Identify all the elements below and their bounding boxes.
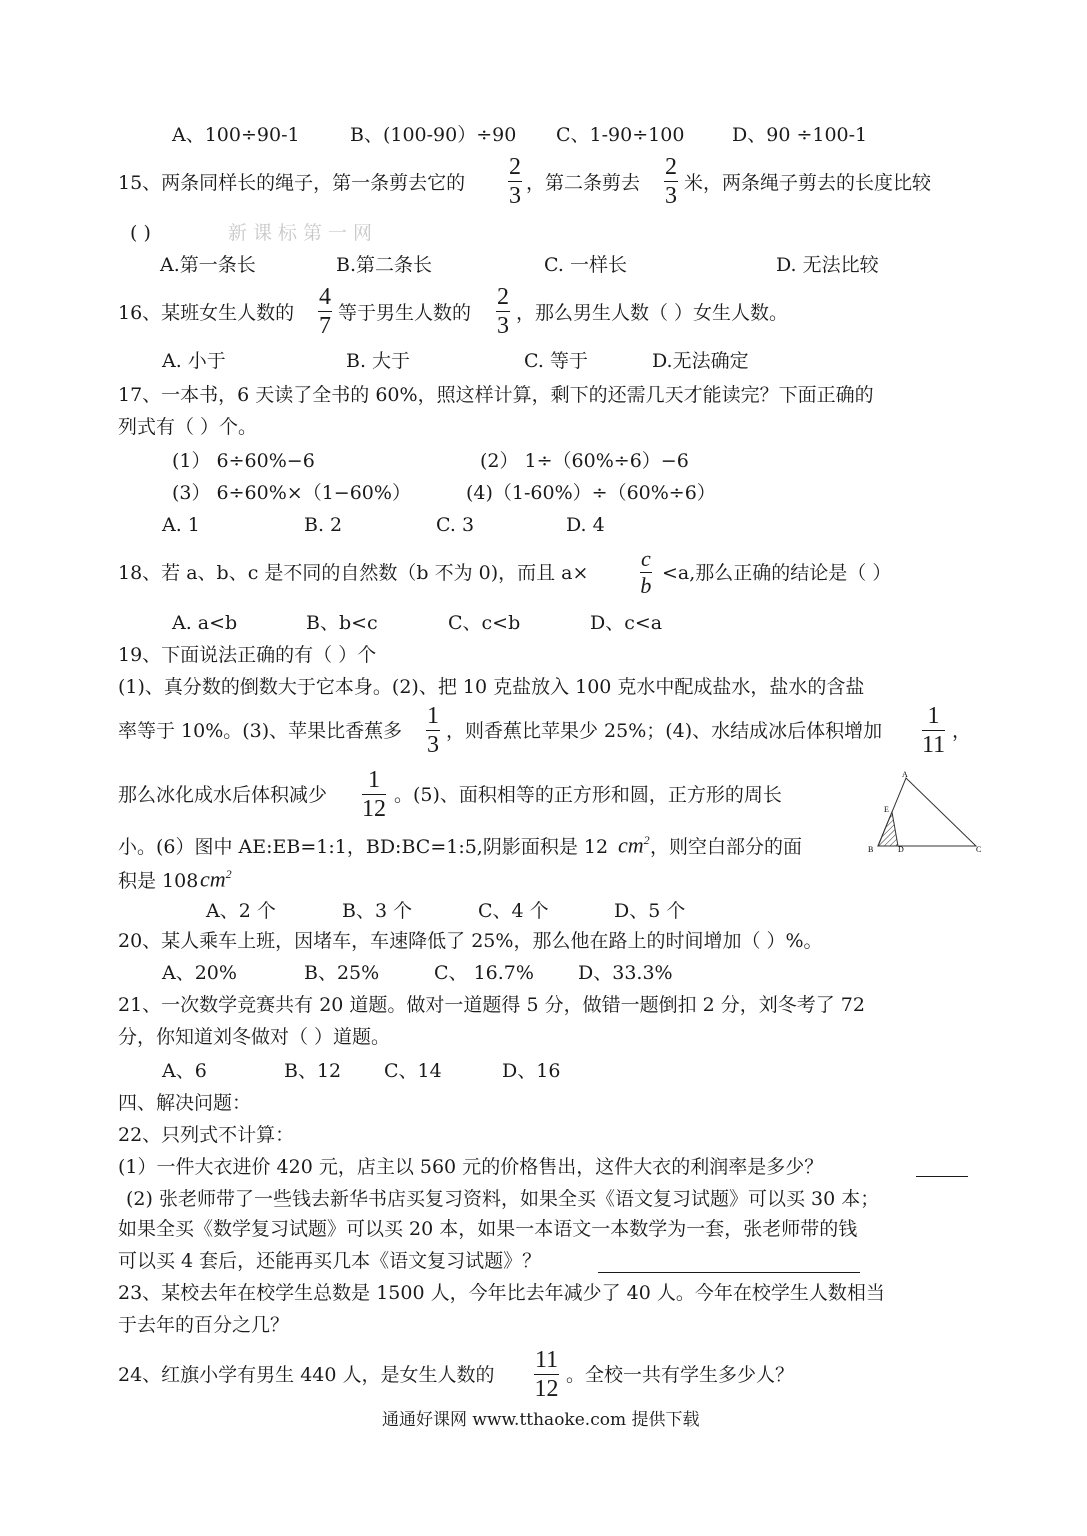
q19-option-a: A、2 个 xyxy=(206,900,276,922)
q23-line-2: 于去年的百分之几？ xyxy=(118,1314,290,1336)
q20-option-d: D、33.3% xyxy=(578,962,673,984)
q16-option-c: C. 等于 xyxy=(524,350,588,372)
q15-fraction-1: 2 3 xyxy=(509,154,521,209)
q20-line: 20、某人乘车上班，因堵车，车速降低了 25%，那么他在路上的时间增加（ ）%。 xyxy=(118,930,823,952)
q17-expr-2: (2） 1÷（60%÷6）−6 xyxy=(480,450,689,472)
q19-line-3b: 。(5)、面积相等的正方形和圆，正方形的周长 xyxy=(394,784,782,806)
q24-lead: 24、红旗小学有男生 440 人，是女生人数的 xyxy=(118,1364,495,1386)
q18-option-b: B、b<c xyxy=(306,612,378,634)
q18-lead: 18、若 a、b、c 是不同的自然数（b 不为 0)，而且 a× xyxy=(118,562,589,584)
q19-option-b: B、3 个 xyxy=(342,900,413,922)
q22-title: 22、只列式不计算： xyxy=(118,1124,295,1146)
q20-option-c: C、 16.7% xyxy=(434,962,534,984)
q23-line-1: 23、某校去年在校学生总数是 1500 人，今年比去年减少了 40 人。今年在校学生人数相当 xyxy=(118,1282,885,1304)
label-c: C xyxy=(976,845,982,854)
label-a: A xyxy=(902,770,908,779)
q15-blank: ( ) xyxy=(130,222,151,244)
q14-option-d: D、90 ÷100-1 xyxy=(732,124,868,146)
q19-line-2a: 率等于 10%。(3)、苹果比香蕉多 xyxy=(118,720,403,742)
q24-fraction: 11 12 xyxy=(534,1347,559,1402)
q19-line-2c: ， xyxy=(952,720,972,742)
q15-lead: 15、两条同样长的绳子，第一条剪去它的 xyxy=(118,172,466,194)
q19-fraction-3: 1 12 xyxy=(362,767,386,822)
q19-title: 19、下面说法正确的有（ ）个 xyxy=(118,644,377,666)
q18-option-a: A. a<b xyxy=(172,612,238,634)
q22-sub-2-line-3: 可以买 4 套后，还能再买几本《语文复习试题》？ xyxy=(118,1250,542,1272)
section-heading: 四、解决问题： xyxy=(118,1092,252,1114)
q21-option-b: B、12 xyxy=(284,1060,342,1082)
q15-mid: ，第二条剪去 xyxy=(526,172,641,194)
q16-lead: 16、某班女生人数的 xyxy=(118,302,295,324)
q17-option-d: D. 4 xyxy=(566,514,605,536)
q18-option-d: D、c<a xyxy=(590,612,663,634)
q16-tail: ，那么男生人数（ ）女生人数。 xyxy=(516,302,789,324)
q21-option-a: A、6 xyxy=(162,1060,207,1082)
q18-option-c: C、c<b xyxy=(448,612,521,634)
q21-line-2: 分，你知道刘冬做对（ ）道题。 xyxy=(118,1026,391,1048)
q19-line-3a: 那么冰化成水后体积减少 xyxy=(118,784,328,806)
q16-option-b: B. 大于 xyxy=(346,350,411,372)
q20-option-b: B、25% xyxy=(304,962,380,984)
q20-option-a: A、20% xyxy=(162,962,237,984)
shaded-region xyxy=(878,812,898,846)
q19-unit-1: $cm^2$ xyxy=(618,832,650,858)
q16-fraction-2: 2 3 xyxy=(497,284,509,339)
q17-expr-1: (1） 6÷60%−6 xyxy=(172,450,315,472)
q15-option-d: D. 无法比较 xyxy=(776,254,879,276)
q19-line-2b: ，则香蕉比苹果少 25%；(4)、水结成冰后体积增加 xyxy=(446,720,883,742)
q15-option-a: A.第一条长 xyxy=(160,254,256,276)
q16-option-d: D.无法确定 xyxy=(652,350,749,372)
q19-fraction-2: 1 11 xyxy=(922,703,946,758)
label-d: D xyxy=(898,845,904,854)
label-b: B xyxy=(868,845,874,854)
q19-line-4a: 小。(6）图中 AE:EB=1:1，BD:BC=1:5,阴影面积是 12 xyxy=(118,836,609,858)
q14-option-a: A、100÷90-1 xyxy=(172,124,300,146)
q14-option-c: C、1-90÷100 xyxy=(556,124,685,146)
triangle-figure xyxy=(860,768,990,856)
q19-line-1: (1)、真分数的倒数大于它本身。(2)、把 10 克盐放入 100 克水中配成盐水，盐水的含盐 xyxy=(118,676,865,698)
q17-line-1: 17、一本书，6 天读了全书的 60%，照这样计算，剩下的还需几天才能读完？下面正确的 xyxy=(118,384,874,406)
footer: 通通好课网 www.tthaoke.com 提供下载 xyxy=(382,1410,700,1430)
q19-option-c: C、4 个 xyxy=(478,900,549,922)
watermark: 新课标第一网 xyxy=(228,222,379,244)
q21-option-d: D、16 xyxy=(502,1060,561,1082)
q18-fraction: c b xyxy=(640,546,652,598)
q15-tail: 米，两条绳子剪去的长度比较 xyxy=(684,172,932,194)
q15-fraction-2: 2 3 xyxy=(665,154,677,209)
q22-sub-1: (1）一件大衣进价 420 元，店主以 560 元的价格售出，这件大衣的利润率是多少？ xyxy=(118,1156,824,1178)
q19-unit-2: $cm^2$ xyxy=(200,866,232,892)
q19-fraction-1: 1 3 xyxy=(427,703,439,758)
q19-option-d: D、5 个 xyxy=(614,900,686,922)
answer-line-2[interactable] xyxy=(598,1272,860,1273)
answer-line-1[interactable] xyxy=(916,1176,968,1177)
q16-option-a: A. 小于 xyxy=(162,350,226,372)
q17-option-a: A. 1 xyxy=(162,514,200,536)
q19-line-5a: 积是 108 xyxy=(118,870,199,892)
q16-fraction-1: 4 7 xyxy=(319,284,331,339)
q17-option-b: B. 2 xyxy=(304,514,343,536)
q15-option-c: C. 一样长 xyxy=(544,254,627,276)
q17-line-2: 列式有（ ）个。 xyxy=(118,416,258,438)
q18-tail: <a,那么正确的结论是（ ） xyxy=(662,562,892,584)
label-e: E xyxy=(884,805,889,814)
q22-sub-2-line-1: (2) 张老师带了一些钱去新华书店买复习资料，如果全买《语文复习试题》可以买 30 本； xyxy=(126,1188,880,1210)
q14-option-b: B、(100-90）÷90 xyxy=(350,124,517,146)
q22-sub-2-line-2: 如果全买《数学复习试题》可以买 20 本，如果一本语文一本数学为一套，张老师带的钱 xyxy=(118,1218,858,1240)
q15-option-b: B.第二条长 xyxy=(336,254,433,276)
q17-expr-4: (4)（1-60%）÷（60%÷6） xyxy=(466,482,716,504)
q21-option-c: C、14 xyxy=(384,1060,442,1082)
q17-expr-3: (3） 6÷60%×（1−60%） xyxy=(172,482,411,504)
q19-line-4b: ，则空白部分的面 xyxy=(650,836,803,858)
q16-mid: 等于男生人数的 xyxy=(338,302,472,324)
q17-option-c: C. 3 xyxy=(436,514,475,536)
q24-tail: 。全校一共有学生多少人？ xyxy=(566,1364,795,1386)
q21-line-1: 21、一次数学竞赛共有 20 道题。做对一道题得 5 分，做错一题倒扣 2 分，刘冬考了 72 xyxy=(118,994,865,1016)
